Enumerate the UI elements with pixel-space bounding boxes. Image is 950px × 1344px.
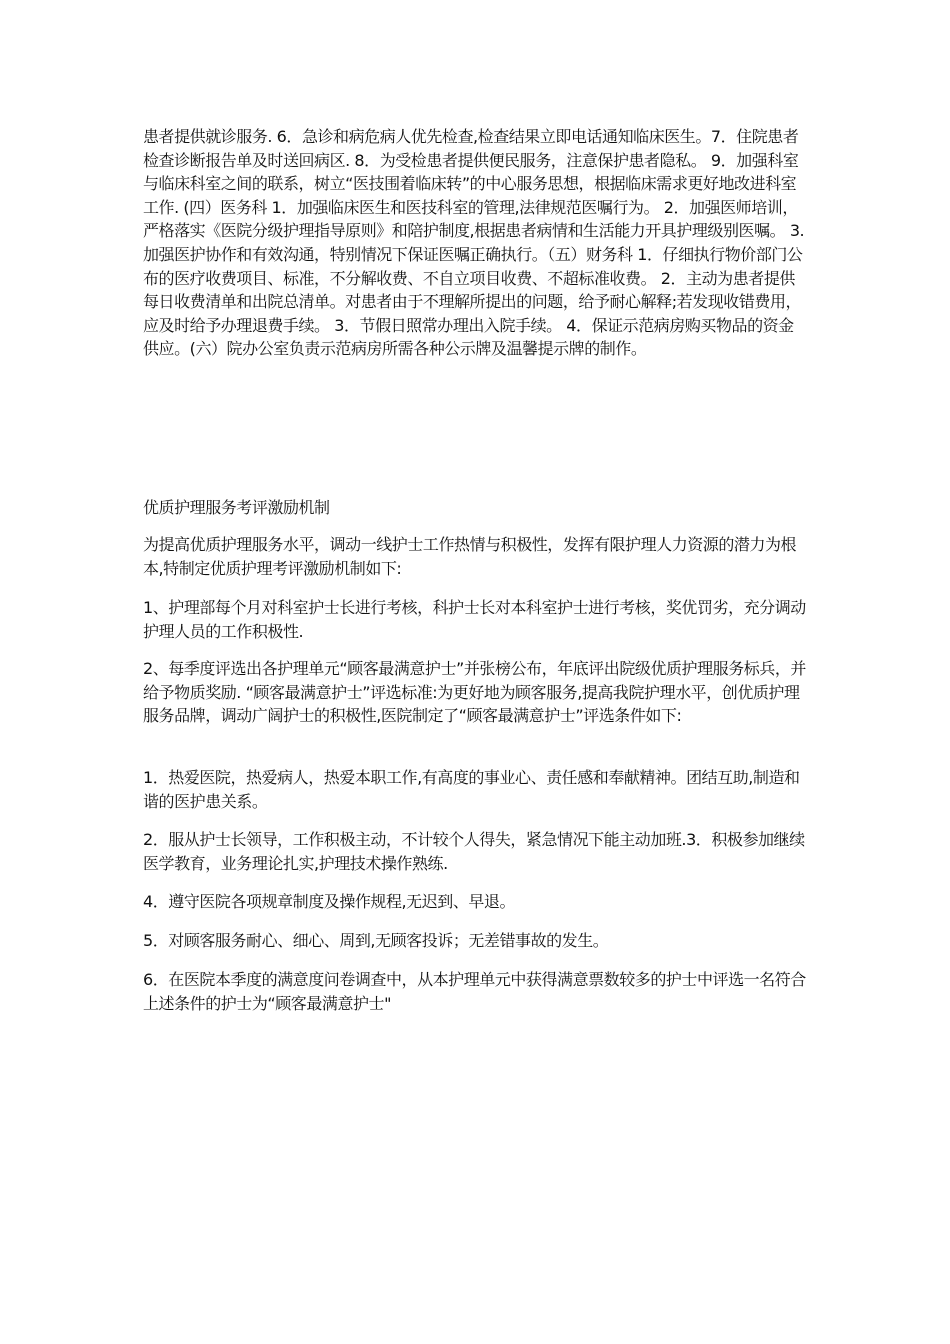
- item-1-paragraph: 1、护理部每个月对科室护士长进行考核，科护士长对本科室护士进行考核，奖优罚劣，充分调动护理人员的工作积极性.: [143, 598, 806, 641]
- criteria-5-paragraph: 5．对顾客服务耐心、细心、周到,无顾客投诉；无差错事故的发生。: [143, 931, 609, 950]
- criteria-4-paragraph: 4．遵守医院各项规章制度及操作规程,无迟到、早退。: [143, 892, 516, 911]
- criteria-6-paragraph: 6．在医院本季度的满意度问卷调查中，从本护理单元中获得满意票数较多的护士中评选一名符合上述条件的护士为“顾客最满意护士": [143, 970, 806, 1013]
- section-title: 优质护理服务考评激励机制: [143, 498, 330, 517]
- intro-paragraph: 为提高优质护理服务水平，调动一线护士工作热情与积极性，发挥有限护理人力资源的潜力为根本,特制定优质护理考评激励机制如下:: [143, 535, 797, 578]
- continued-paragraph: 患者提供就诊服务. 6．急诊和病危病人优先检查,检查结果立即电话通知临床医生。7．住院患者检查诊断报告单及时送回病区. 8．为受检患者提供便民服务，注意保护患者隐私。 9．加强科室与临床科室之间的联系，树立“医技围着临床转”的中心服务思想，根据临床需求更好地改进科室工作. (四）医务科 1．加强临床医生和医技科室的管理,法律规范医嘱行为。 2．加强医师培训，严格落实《医院分级护理指导原则》和陪护制度,根据患者病情和生活能力开具护理级别医嘱。 3. 加强医护协作和有效沟通，特别情况下保证医嘱正确执行。（五）财务科 1．仔细执行物价部门公布的医疗收费项目、标准，不分解收费、不自立项目收费、不超标准收费。 2．主动为患者提供每日收费清单和出院总清单。对患者由于不理解所提出的问题，给予耐心解释;若发现收错费用，应及时给予办理退费手续。 3．节假日照常办理出入院手续。 4．保证示范病房购买物品的资金供应。(六）院办公室负责示范病房所需各种公示牌及温馨提示牌的制作。: [143, 127, 805, 359]
- criteria-2-paragraph: 2．服从护士长领导，工作积极主动，不计较个人得失，紧急情况下能主动加班.3．积极参加继续医学教育，业务理论扎实,护理技术操作熟练.: [143, 830, 805, 873]
- criteria-1-paragraph: 1．热爱医院，热爱病人，热爱本职工作,有高度的事业心、责任感和奉献精神。团结互助,制造和谐的医护患关系。: [143, 768, 800, 811]
- item-2-paragraph: 2、每季度评选出各护理单元“顾客最满意护士”并张榜公布，年底评出院级优质护理服务标兵，并给予物质奖励. “顾客最满意护士”评选标准:为更好地为顾客服务,提高我院护理水平，创优质护理服务品牌，调动广阔护士的积极性,医院制定了“顾客最满意护士”评选条件如下:: [143, 659, 806, 726]
